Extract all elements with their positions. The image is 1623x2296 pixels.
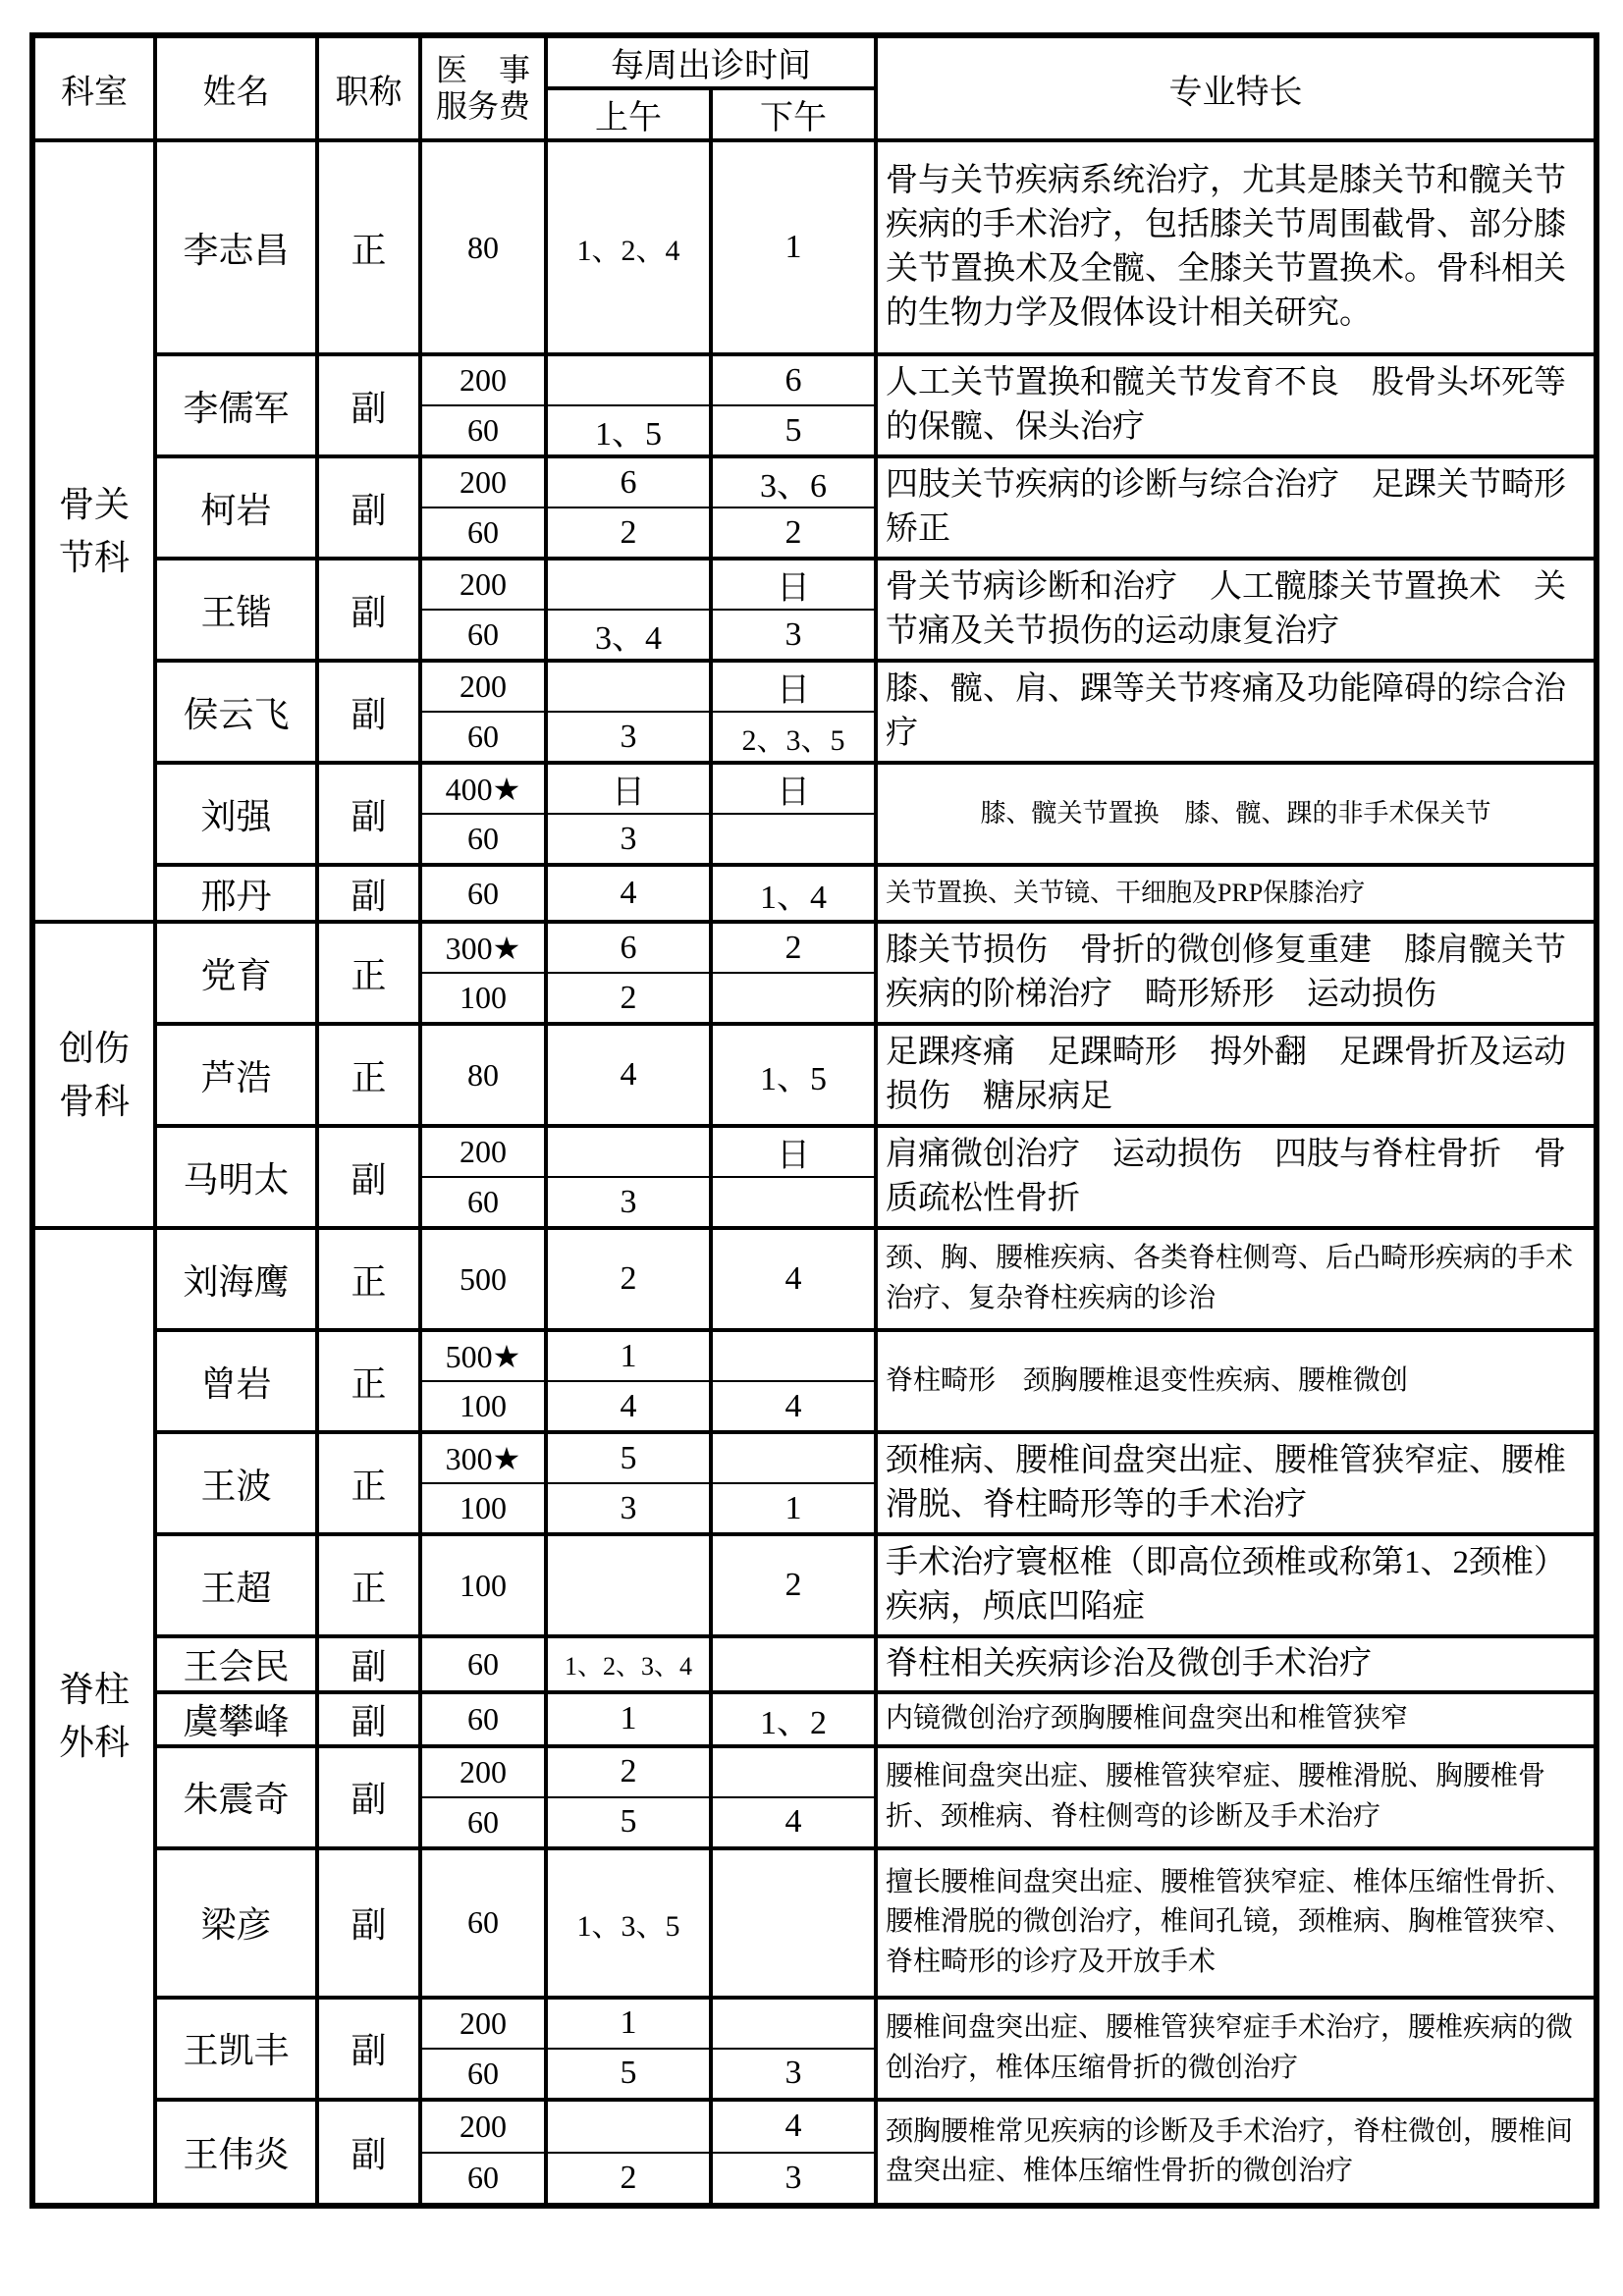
- fee-cell: 100: [420, 1483, 546, 1534]
- fee-cell: 100: [420, 1381, 546, 1432]
- am-cell: 1: [546, 1998, 711, 2049]
- fee-cell: 60: [420, 2049, 546, 2100]
- doctor-name-cell: 李志昌: [155, 140, 317, 354]
- fee-cell: 60: [420, 1177, 546, 1228]
- doctor-row: [32, 1636, 1596, 1692]
- doctor-title-cell: 正: [317, 1534, 420, 1636]
- pm-cell: 日: [711, 1126, 876, 1177]
- pm-cell: 4: [711, 1228, 876, 1330]
- pm-cell: 1、5: [711, 1024, 876, 1126]
- doctor-row: [32, 1024, 1596, 1126]
- fee-cell: 200: [420, 1126, 546, 1177]
- doctor-row: [32, 140, 1596, 354]
- doctor-row: [32, 2100, 1596, 2153]
- doctor-name-cell: 刘强: [155, 763, 317, 865]
- specialty-cell: 关节置换、关节镜、干细胞及PRP保膝治疗: [876, 865, 1596, 922]
- doctor-title-cell: 正: [317, 1432, 420, 1534]
- fee-cell: 200: [420, 661, 546, 712]
- doctor-title-cell: 副: [317, 1692, 420, 1746]
- am-cell: 5: [546, 1432, 711, 1483]
- doctor-name-cell: 曾岩: [155, 1330, 317, 1432]
- am-cell: 4: [546, 865, 711, 922]
- doctor-name-cell: 王凯丰: [155, 1998, 317, 2100]
- doctor-title-cell: 副: [317, 559, 420, 661]
- am-cell: 1、3、5: [546, 1848, 711, 1998]
- pm-cell: [711, 1432, 876, 1483]
- specialty-cell: 膝、髋、肩、踝等关节疼痛及功能障碍的综合治疗: [876, 661, 1596, 763]
- fee-cell: 60: [420, 865, 546, 922]
- doctor-name-cell: 芦浩: [155, 1024, 317, 1126]
- header-schedule: 每周出诊时间: [546, 35, 876, 88]
- pm-cell: 1: [711, 1483, 876, 1534]
- am-cell: 1: [546, 1692, 711, 1746]
- am-cell: 1: [546, 1330, 711, 1381]
- doctor-row: [32, 865, 1596, 922]
- doctor-title-cell: 副: [317, 1848, 420, 1998]
- specialty-cell: 脊柱畸形 颈胸腰椎退变性疾病、腰椎微创: [876, 1330, 1596, 1432]
- doctor-title-cell: 正: [317, 140, 420, 354]
- department-cell: 骨关 节科: [32, 140, 155, 922]
- fee-cell: 200: [420, 2100, 546, 2153]
- header-am: 上午: [546, 88, 711, 140]
- fee-cell: 200: [420, 354, 546, 405]
- am-cell: 2: [546, 973, 711, 1024]
- doctor-title-cell: 副: [317, 763, 420, 865]
- header-fee: [420, 35, 546, 140]
- table-header: [32, 35, 1596, 140]
- doctor-title-cell: 副: [317, 2100, 420, 2206]
- doctor-name-cell: 虞攀峰: [155, 1692, 317, 1746]
- doctor-row: [32, 1692, 1596, 1746]
- doctor-title-cell: 正: [317, 1228, 420, 1330]
- header-title: 职称: [317, 35, 420, 140]
- am-cell: 6: [546, 922, 711, 973]
- specialty-cell: 擅长腰椎间盘突出症、腰椎管狭窄症、椎体压缩性骨折、腰椎滑脱的微创治疗，椎间孔镜，颈椎病、胸椎管狭窄、脊柱畸形的诊疗及开放手术: [876, 1848, 1596, 1998]
- doctor-row: [32, 354, 1596, 405]
- am-cell: 3: [546, 814, 711, 865]
- fee-cell: 100: [420, 973, 546, 1024]
- pm-cell: [711, 1998, 876, 2049]
- header-fee-line1: 医 事: [435, 52, 530, 88]
- am-cell: 3、4: [546, 610, 711, 661]
- specialty-cell: 颈、胸、腰椎疾病、各类脊柱侧弯、后凸畸形疾病的手术治疗、复杂脊柱疾病的诊治: [876, 1228, 1596, 1330]
- header-fee-line2: 服务费: [435, 88, 530, 124]
- doctor-row: [32, 1534, 1596, 1636]
- doctor-row: [32, 559, 1596, 610]
- doctor-row: [32, 1998, 1596, 2049]
- specialty-cell: 颈胸腰椎常见疾病的诊断及手术治疗，脊柱微创，腰椎间盘突出症、椎体压缩性骨折的微创治疗: [876, 2100, 1596, 2206]
- specialty-cell: 膝关节损伤 骨折的微创修复重建 膝肩髋关节疾病的阶梯治疗 畸形矫形 运动损伤: [876, 922, 1596, 1024]
- fee-cell: 500: [420, 1228, 546, 1330]
- am-cell: 4: [546, 1381, 711, 1432]
- specialty-cell: 脊柱相关疾病诊治及微创手术治疗: [876, 1636, 1596, 1692]
- am-cell: 1、5: [546, 405, 711, 456]
- doctor-name-cell: 王伟炎: [155, 2100, 317, 2206]
- am-cell: [546, 559, 711, 610]
- am-cell: 6: [546, 456, 711, 507]
- fee-cell: 300★: [420, 1432, 546, 1483]
- pm-cell: 2: [711, 922, 876, 973]
- pm-cell: [711, 1177, 876, 1228]
- doctor-name-cell: 王波: [155, 1432, 317, 1534]
- doctor-title-cell: 副: [317, 865, 420, 922]
- fee-cell: 60: [420, 507, 546, 559]
- header-department: 科室: [32, 35, 155, 140]
- pm-cell: 日: [711, 559, 876, 610]
- doctor-row: [32, 1432, 1596, 1483]
- fee-cell: 200: [420, 1998, 546, 2049]
- pm-cell: 3: [711, 610, 876, 661]
- specialty-cell: 骨与关节疾病系统治疗，尤其是膝关节和髋关节疾病的手术治疗，包括膝关节周围截骨、部分膝关节置换术及全髋、全膝关节置换术。骨科相关的生物力学及假体设计相关研究。: [876, 140, 1596, 354]
- doctor-title-cell: 副: [317, 1126, 420, 1228]
- specialty-cell: 内镜微创治疗颈胸腰椎间盘突出和椎管狭窄: [876, 1692, 1596, 1746]
- specialty-cell: 颈椎病、腰椎间盘突出症、腰椎管狭窄症、腰椎滑脱、脊柱畸形等的手术治疗: [876, 1432, 1596, 1534]
- header-name: 姓名: [155, 35, 317, 140]
- doctor-title-cell: 副: [317, 661, 420, 763]
- pm-cell: 3: [711, 2153, 876, 2206]
- doctor-name-cell: 朱震奇: [155, 1746, 317, 1848]
- fee-cell: 300★: [420, 922, 546, 973]
- doctor-title-cell: 正: [317, 1024, 420, 1126]
- pm-cell: 2: [711, 507, 876, 559]
- doctor-name-cell: 梁彦: [155, 1848, 317, 1998]
- am-cell: 3: [546, 1177, 711, 1228]
- doctor-title-cell: 副: [317, 1998, 420, 2100]
- am-cell: 日: [546, 763, 711, 814]
- pm-cell: [711, 973, 876, 1024]
- pm-cell: 4: [711, 2100, 876, 2153]
- pm-cell: 4: [711, 1381, 876, 1432]
- doctor-row: [32, 1848, 1596, 1998]
- pm-cell: 日: [711, 763, 876, 814]
- doctor-title-cell: 正: [317, 922, 420, 1024]
- am-cell: [546, 1126, 711, 1177]
- fee-cell: 100: [420, 1534, 546, 1636]
- table-body: [32, 140, 1596, 2206]
- fee-cell: 60: [420, 610, 546, 661]
- fee-cell: 200: [420, 1746, 546, 1797]
- header-pm: 下午: [711, 88, 876, 140]
- doctor-name-cell: 王锴: [155, 559, 317, 661]
- am-cell: 1、2、3、4: [546, 1636, 711, 1692]
- pm-cell: [711, 1636, 876, 1692]
- fee-cell: 60: [420, 405, 546, 456]
- am-cell: 4: [546, 1024, 711, 1126]
- pm-cell: [711, 1848, 876, 1998]
- pm-cell: 日: [711, 661, 876, 712]
- pm-cell: [711, 1330, 876, 1381]
- pm-cell: 4: [711, 1797, 876, 1848]
- fee-cell: 60: [420, 712, 546, 763]
- am-cell: 2: [546, 507, 711, 559]
- doctor-name-cell: 马明太: [155, 1126, 317, 1228]
- specialty-cell: 膝、髋关节置换 膝、髋、踝的非手术保关节: [876, 763, 1596, 865]
- am-cell: 5: [546, 1797, 711, 1848]
- doctor-row: [32, 456, 1596, 507]
- doctor-row: [32, 1746, 1596, 1797]
- doctor-row: [32, 922, 1596, 973]
- fee-cell: 400★: [420, 763, 546, 814]
- specialty-cell: 腰椎间盘突出症、腰椎管狭窄症、腰椎滑脱、胸腰椎骨折、颈椎病、脊柱侧弯的诊断及手术治疗: [876, 1746, 1596, 1848]
- doctor-row: [32, 1126, 1596, 1177]
- fee-cell: 60: [420, 1636, 546, 1692]
- am-cell: 1、2、4: [546, 140, 711, 354]
- doctor-name-cell: 王超: [155, 1534, 317, 1636]
- doctor-title-cell: 副: [317, 1746, 420, 1848]
- doctor-name-cell: 李儒军: [155, 354, 317, 456]
- am-cell: 3: [546, 1483, 711, 1534]
- doctor-row: [32, 1228, 1596, 1330]
- doctor-name-cell: 刘海鹰: [155, 1228, 317, 1330]
- pm-cell: 2、3、5: [711, 712, 876, 763]
- doctor-name-cell: 侯云飞: [155, 661, 317, 763]
- am-cell: [546, 2100, 711, 2153]
- fee-cell: 200: [420, 559, 546, 610]
- doctor-schedule-table: [29, 32, 1599, 2209]
- am-cell: [546, 1534, 711, 1636]
- specialty-cell: 腰椎间盘突出症、腰椎管狭窄症手术治疗，腰椎疾病的微创治疗，椎体压缩骨折的微创治疗: [876, 1998, 1596, 2100]
- specialty-cell: 四肢关节疾病的诊断与综合治疗 足踝关节畸形矫正: [876, 456, 1596, 559]
- doctor-row: [32, 1330, 1596, 1381]
- fee-cell: 60: [420, 1848, 546, 1998]
- doctor-row: [32, 661, 1596, 712]
- pm-cell: 3: [711, 2049, 876, 2100]
- am-cell: 5: [546, 2049, 711, 2100]
- fee-cell: 60: [420, 1797, 546, 1848]
- pm-cell: 5: [711, 405, 876, 456]
- specialty-cell: 骨关节病诊断和治疗 人工髋膝关节置换术 关节痛及关节损伤的运动康复治疗: [876, 559, 1596, 661]
- pm-cell: 6: [711, 354, 876, 405]
- specialty-cell: 手术治疗寰枢椎（即高位颈椎或称第1、2颈椎）疾病，颅底凹陷症: [876, 1534, 1596, 1636]
- am-cell: 2: [546, 2153, 711, 2206]
- pm-cell: [711, 1746, 876, 1797]
- fee-cell: 80: [420, 140, 546, 354]
- doctor-title-cell: 副: [317, 354, 420, 456]
- doctor-name-cell: 党育: [155, 922, 317, 1024]
- fee-cell: 60: [420, 814, 546, 865]
- am-cell: [546, 661, 711, 712]
- header-specialty: 专业特长: [876, 35, 1596, 140]
- pm-cell: [711, 814, 876, 865]
- pm-cell: 1、2: [711, 1692, 876, 1746]
- pm-cell: 1: [711, 140, 876, 354]
- am-cell: 2: [546, 1746, 711, 1797]
- doctor-name-cell: 王会民: [155, 1636, 317, 1692]
- department-cell: 创伤 骨科: [32, 922, 155, 1228]
- fee-cell: 200: [420, 456, 546, 507]
- pm-cell: 1、4: [711, 865, 876, 922]
- doctor-name-cell: 柯岩: [155, 456, 317, 559]
- pm-cell: 3、6: [711, 456, 876, 507]
- fee-cell: 60: [420, 1692, 546, 1746]
- pm-cell: 2: [711, 1534, 876, 1636]
- am-cell: 3: [546, 712, 711, 763]
- specialty-cell: 肩痛微创治疗 运动损伤 四肢与脊柱骨折 骨质疏松性骨折: [876, 1126, 1596, 1228]
- doctor-title-cell: 正: [317, 1330, 420, 1432]
- department-cell: 脊柱 外科: [32, 1228, 155, 2206]
- doctor-name-cell: 邢丹: [155, 865, 317, 922]
- specialty-cell: 足踝疼痛 足踝畸形 拇外翻 足踝骨折及运动损伤 糖尿病足: [876, 1024, 1596, 1126]
- fee-cell: 80: [420, 1024, 546, 1126]
- doctor-title-cell: 副: [317, 1636, 420, 1692]
- doctor-row: [32, 763, 1596, 814]
- specialty-cell: 人工关节置换和髋关节发育不良 股骨头坏死等的保髋、保头治疗: [876, 354, 1596, 456]
- am-cell: [546, 354, 711, 405]
- doctor-title-cell: 副: [317, 456, 420, 559]
- am-cell: 2: [546, 1228, 711, 1330]
- fee-cell: 500★: [420, 1330, 546, 1381]
- fee-cell: 60: [420, 2153, 546, 2206]
